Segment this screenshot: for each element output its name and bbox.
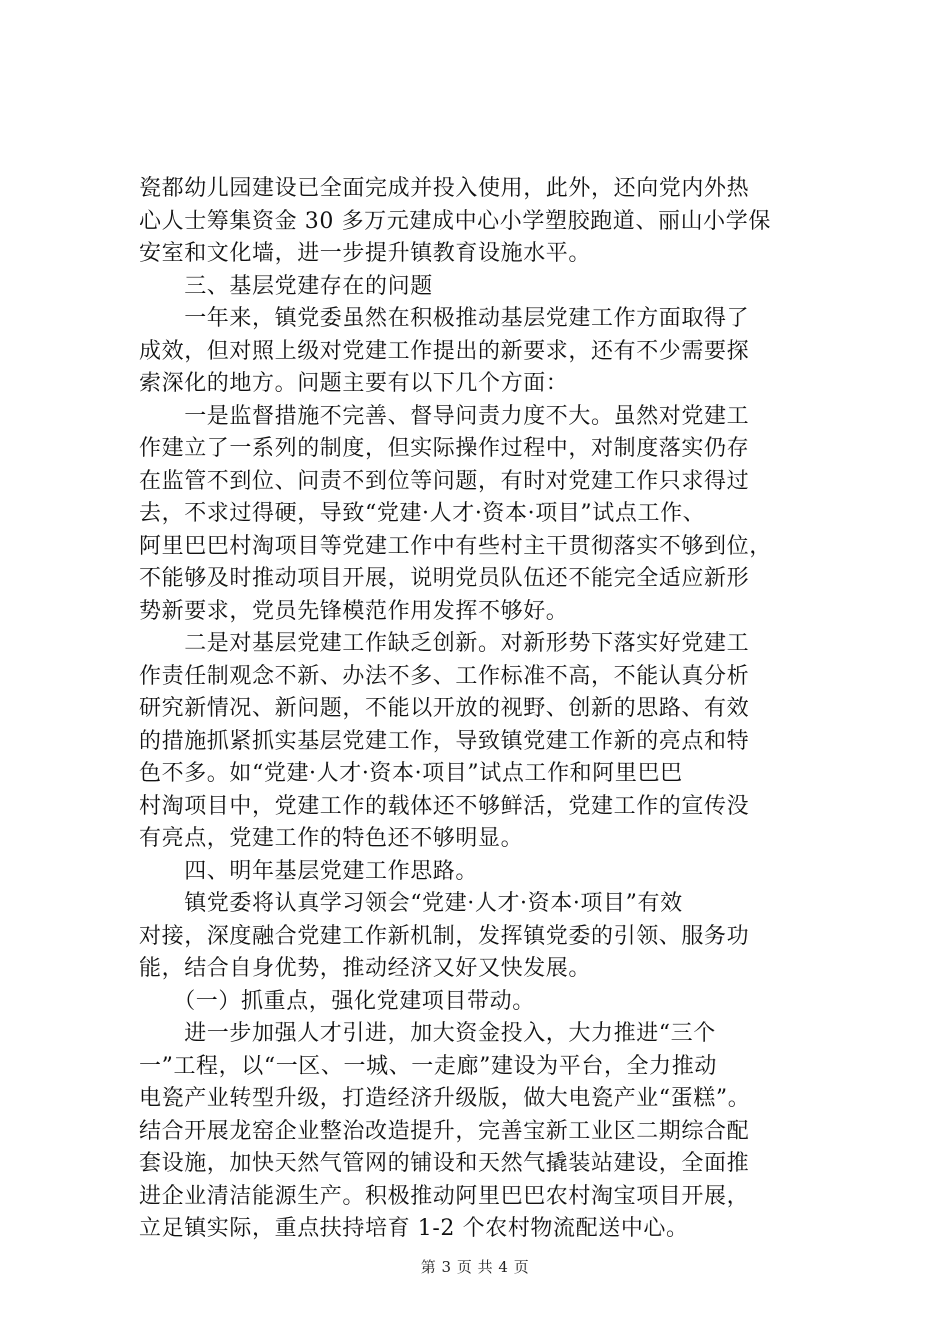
text-line: 一”工程，以“一区、一城、一走廊”建设为平台，全力推动	[139, 1053, 717, 1079]
text-line: 对接，深度融合党建工作新机制，发挥镇党委的引领、服务功	[139, 923, 750, 949]
text-line: 村淘项目中，党建工作的载体还不够鲜活，党建工作的宣传没	[139, 793, 750, 819]
text-line: 套设施，加快天然气管网的铺设和天然气撬装站建设，全面推	[139, 1151, 750, 1176]
text-line: 能，结合自身优势，推动经济又好又快发展。	[139, 956, 592, 981]
text-line: 进企业清洁能源生产。积极推动阿里巴巴农村淘宝项目开展，	[139, 1183, 750, 1209]
text-line: 结合开展龙窑企业整治改造提升，完善宝新工业区二期综合配	[139, 1118, 750, 1144]
text-line: 心人士筹集资金 30 多万元建成中心小学塑胶跑道、丽山小学保	[139, 208, 771, 234]
text-line: 一是监督措施不完善、督导问责力度不大。虽然对党建工	[139, 403, 750, 429]
document-body	[139, 173, 839, 1246]
text-line: 在监管不到位、问责不到位等问题，有时对党建工作只求得过	[139, 468, 750, 494]
section-heading: 三、基层党建存在的问题	[139, 273, 433, 299]
text-line: 的措施抓紧抓实基层党建工作，导致镇党建工作新的亮点和特	[139, 728, 750, 754]
text-line: 索深化的地方。问题主要有以下几个方面：	[139, 371, 569, 396]
text-line: 瓷都幼儿园建设已全面完成并投入使用，此外，还向党内外热	[139, 176, 750, 201]
text-line: 镇党委将认真学习领会“党建·人才·资本·项目”有效	[139, 891, 683, 916]
text-line: 去，不求过得硬，导致“党建·人才·资本·项目”试点工作、	[139, 501, 706, 526]
text-line: 二是对基层党建工作缺乏创新。对新形势下落实好党建工	[139, 631, 750, 656]
text-line: 作责任制观念不新、办法不多、工作标准不高，不能认真分析	[139, 663, 750, 689]
text-line: 有亮点，党建工作的特色还不够明显。	[139, 826, 524, 851]
text-line: 进一步加强人才引进，加大资金投入，大力推进“三个	[139, 1021, 716, 1046]
text-line: 一年来，镇党委虽然在积极推动基层党建工作方面取得了	[139, 306, 750, 331]
text-line: 研究新情况、新问题，不能以开放的视野、创新的思路、有效	[139, 696, 750, 721]
text-line: 立足镇实际，重点扶持培育 1-2 个农村物流配送中心。	[139, 1216, 689, 1241]
text-line: 势新要求，党员先锋模范作用发挥不够好。	[139, 598, 569, 624]
text-line: 不能够及时推动项目开展，说明党员队伍还不能完全适应新形	[139, 566, 750, 591]
section-heading: 四、明年基层党建工作思路。	[139, 858, 479, 884]
subsection-heading: （一）抓重点，强化党建项目带动。	[139, 988, 535, 1014]
text-line: 阿里巴巴村淘项目等党建工作中有些村主干贯彻落实不够到位，	[139, 533, 772, 559]
text-line: 作建立了一系列的制度，但实际操作过程中，对制度落实仍存	[139, 436, 750, 461]
text-line: 安室和文化墙，进一步提升镇教育设施水平。	[139, 241, 592, 266]
text-line: 色不多。如“党建·人才·资本·项目”试点工作和阿里巴巴	[139, 761, 683, 786]
text-line: 电瓷产业转型升级，打造经济升级版，做大电瓷产业“蛋糕”。	[139, 1086, 751, 1111]
text-line: 成效，但对照上级对党建工作提出的新要求，还有不少需要探	[139, 338, 750, 364]
page-footer: 第 3 页 共 4 页	[420, 1258, 530, 1276]
